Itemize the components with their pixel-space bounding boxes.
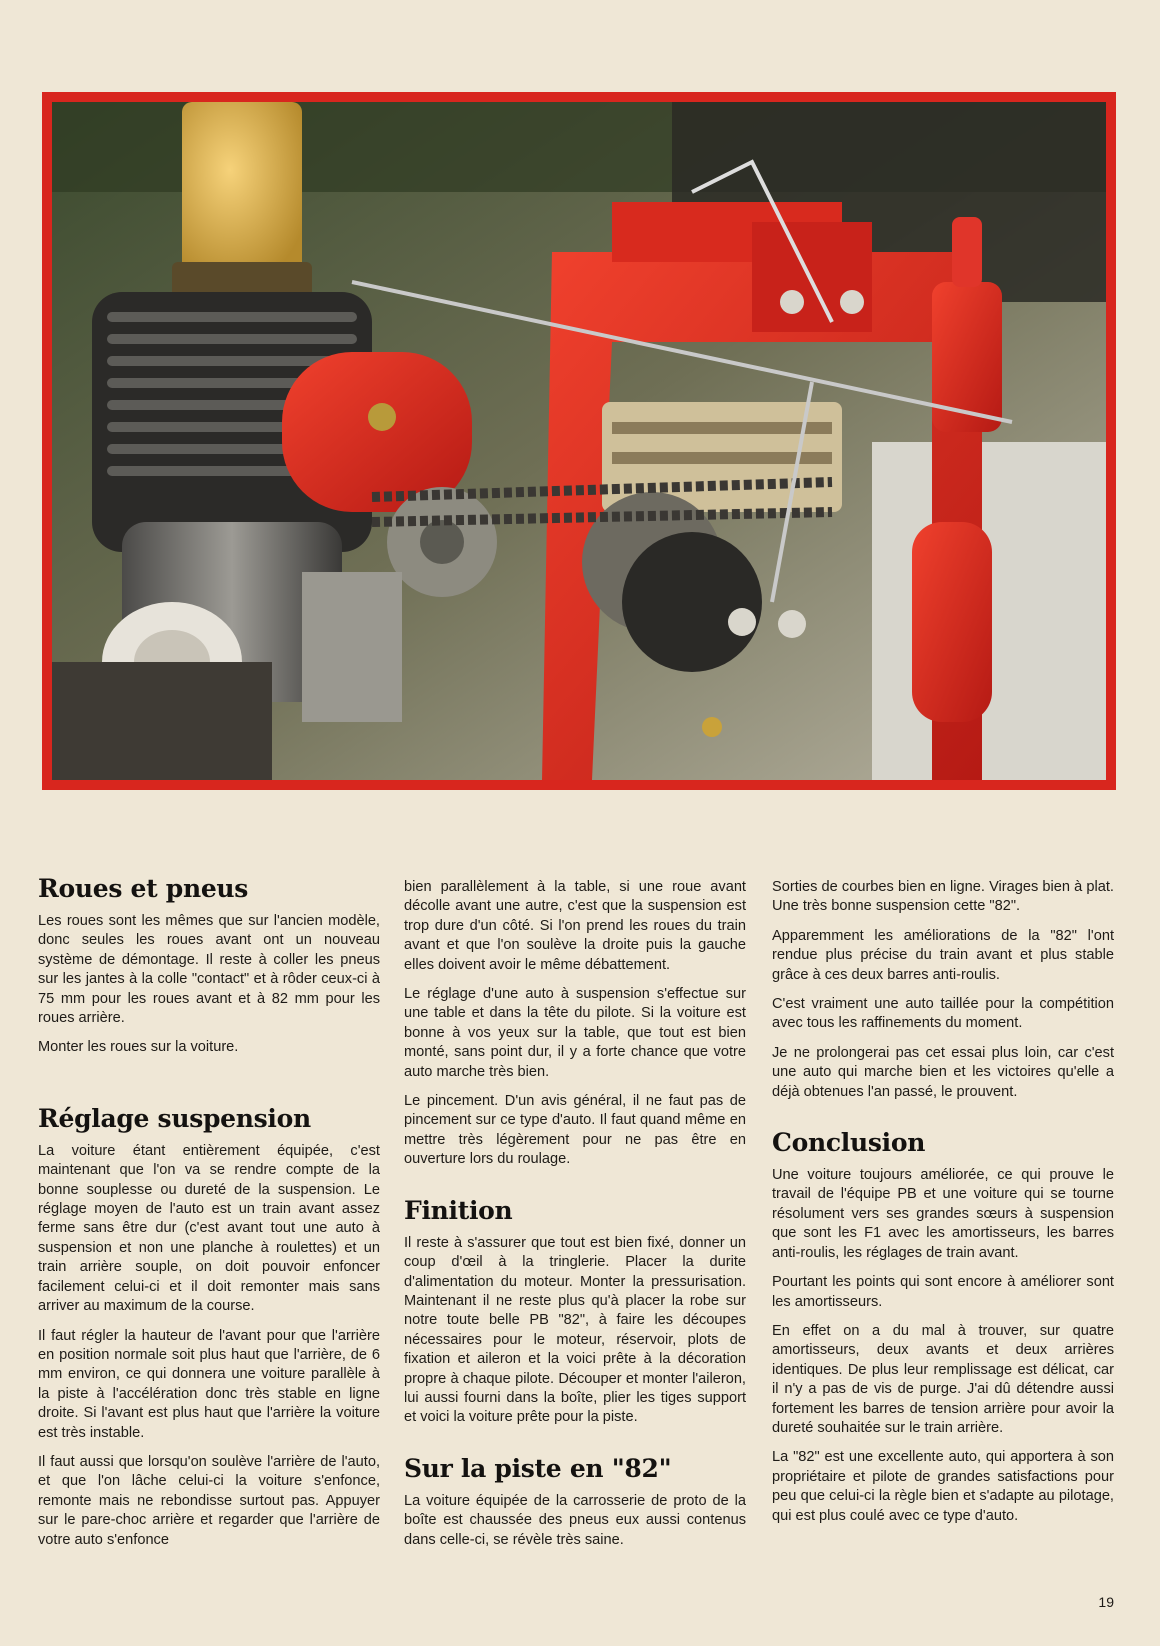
paragraph: Une voiture toujours améliorée, ce qui prouve le travail de l'équipe PB et une voiture qui se tourne résolument vers ses grandes sœurs à suspension que sont les F1 avec les amortisseurs, les barres anti-roulis, les réglages de train avant. [772,1167,1114,1261]
paragraph: Sorties de courbes bien en ligne. Virages bien à plat. Une très bonne suspension cette "82". [772,879,1114,915]
page-number: 19 [1098,1594,1114,1610]
heading-reglage-suspension: Réglage suspension [38,1103,311,1133]
engine-chassis-photo [52,102,1106,780]
paragraph: Le pincement. D'un avis général, il ne faut pas de pincement sur ce type d'auto. Il faut quand même en mettre très légèrement pour ne pas être en ouverture lors du roulage. [404,1093,746,1168]
paragraph: Je ne prolongerai pas cet essai plus loin, car c'est une auto qui marche bien et les victoires qu'elle a déjà obtenues l'an passé, le prouvent. [772,1044,1114,1100]
paragraph: La "82" est une excellente auto, qui apportera à son propriétaire et pilote de grandes satisfactions pour peu que celui-ci la règle bien et s'adapte au pilotage, qui est plus coulé avec ce type d'auto. [772,1449,1114,1524]
heading-conclusion: Conclusion [772,1128,926,1158]
paragraph: La voiture étant entièrement équipée, c'est maintenant que l'on va se rendre compte de la bonne souplesse ou dureté de la suspension. Le réglage moyen de l'auto est un train avant assez ferme sans être dur (c'est avant tout une auto à suspension et non une planche à roulettes) et un train arrière souple, on doit pouvoir enfoncer facilement celui-ci et il doit remonter mais sans arriver au maximum de la course. [38,1142,380,1315]
column-1 [38,874,380,1560]
paragraph: Le réglage d'une auto à suspension s'effectue sur une table et dans la tête du pilote. Si la voiture est bonne à vos yeux sur la table, que tout est bien monté, sans point dur, il y a forte chance que votre auto marche très bien. [404,986,746,1080]
column-2 [404,878,746,1560]
heading-roues-et-pneus: Roues et pneus [38,874,249,903]
paragraph: bien parallèlement à la table, si une roue avant décolle avant une autre, c'est que la suspension est trop dure d'un côté. Si l'on prend les roues du train avant et que l'on soulève la droite puis la gauche elles doivent avoir le même débattement. [404,879,746,973]
heading-finition: Finition [404,1195,513,1225]
paragraph: La voiture équipée de la carrosserie de proto de la boîte est chaussée des pneus eux aussi contenus dans celle-ci, se révèle très saine. [404,1492,746,1548]
paragraph: En effet on a du mal à trouver, sur quatre amortisseurs, deux avants et deux arrières identiques. De plus leur remplissage est délicat, car il n'y a pas de vis de purge. J'ai dû détendre aussi fortement les barres de tension arrière pour avoir la dureté souhaitée sur le train arrière. [772,1322,1114,1436]
paragraph: Il faut régler la hauteur de l'avant pour que l'arrière en position normale soit plus haut que l'arrière, de 6 mm environ, ce qui donnera une voiture parallèle à la piste à l'accélération donc très stable en ligne droite. Si l'avant est plus haut que l'arrière la voiture est très instable. [38,1327,380,1441]
paragraph: Monter les roues sur la voiture. [38,1039,239,1056]
column-3 [772,878,1114,1536]
paragraph: Il faut aussi que lorsqu'on soulève l'arrière de l'auto, et que l'on lâche celui-ci la voiture s'enfonce, remonte mais ne rebondisse surtout pas. Appuyer sur le pare-choc arrière et regarder que l'arrière de votre auto s'enfonce [38,1453,380,1548]
paragraph: Pourtant les points qui sont encore à améliorer sont les amortisseurs. [772,1274,1114,1310]
heading-sur-la-piste: Sur la piste en "82" [404,1453,672,1483]
paragraph: Il reste à s'assurer que tout est bien fixé, donner un coup d'œil à la tringlerie. Placer la durite d'alimentation du moteur. Monter la pressurisation. Maintenant il ne reste plus qu'à placer la robe sur notre toute belle PB "82", à faire les découpes nécessaires pour le moteur, réservoir, plots de fixation et aileron et la voici prête à la décoration propre à chaque pilote. Découper et monter l'aileron, lui aussi fourni dans la boîte, plier les tiges support et voici la voiture prête pour la piste. [404,1234,746,1426]
paragraph: Les roues sont les mêmes que sur l'ancien modèle, donc seules les roues avant ont un nouveau système de démontage. Il reste à coller les pneus sur les jantes à la colle "contact" et à rôder ceux-ci à 75 mm pour les roues avant et à 82 mm pour les roues arrière. [38,913,380,1027]
photo-frame [42,92,1116,790]
paragraph: C'est vraiment une auto taillée pour la compétition avec tous les raffinements du moment. [772,996,1114,1032]
paragraph: Apparemment les améliorations de la "82" l'ont rendue plus précise du train avant et plus stable grâce à ces deux barres anti-roulis. [772,927,1114,983]
